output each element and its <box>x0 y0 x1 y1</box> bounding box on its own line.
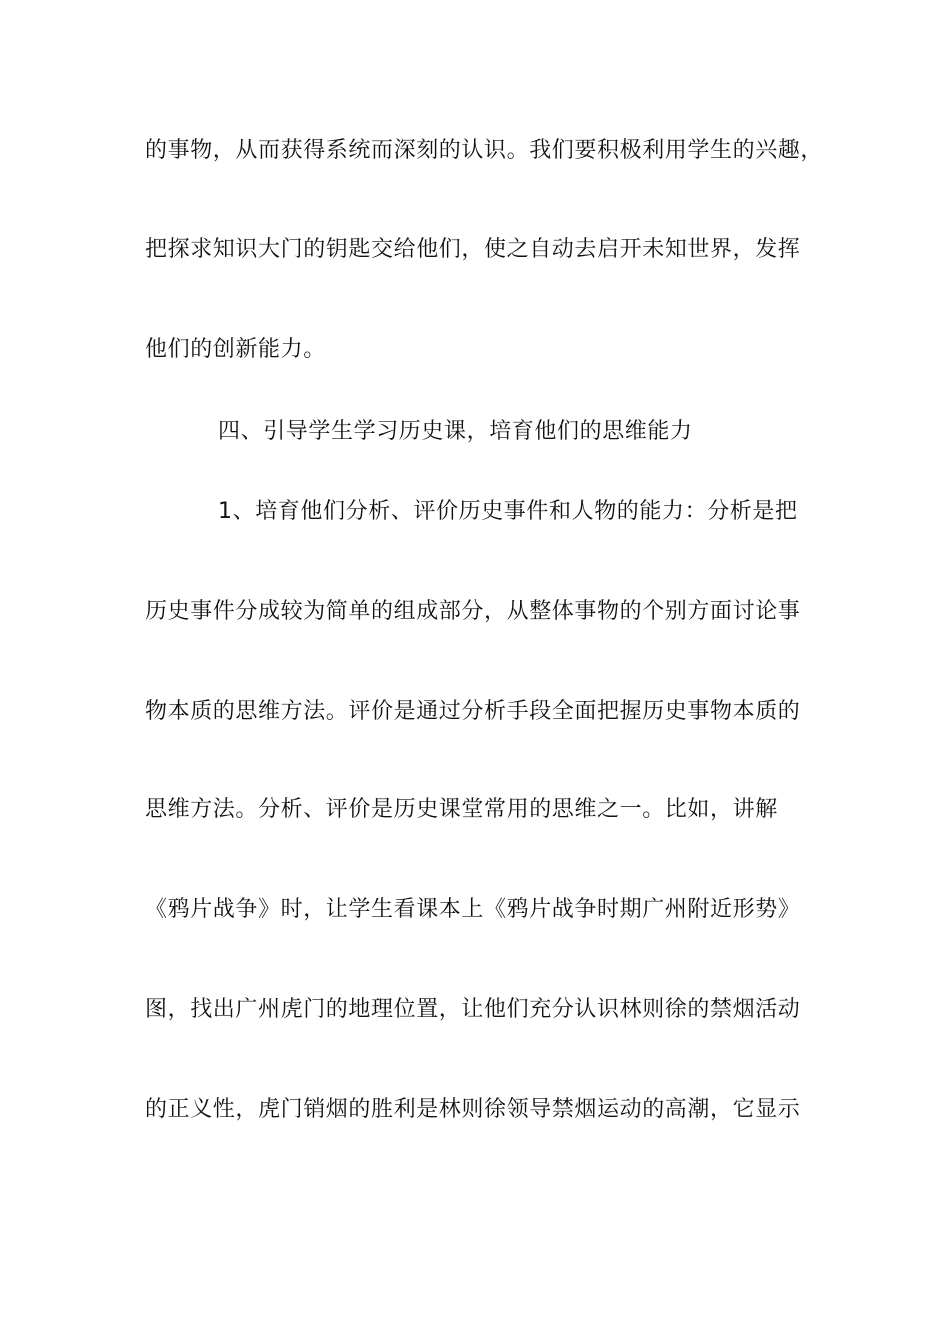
paragraph-line: 1、培育他们分析、评价历史事件和人物的能力：分析是把 <box>218 499 798 524</box>
paragraph-line: 图，找出广州虎门的地理位置，让他们充分认识林则徐的禁烟活动 <box>145 997 801 1022</box>
paragraph-line: 把探求知识大门的钥匙交给他们，使之自动去启开未知世界，发挥 <box>145 237 801 262</box>
paragraph-line: 思维方法。分析、评价是历史课堂常用的思维之一。比如，讲解 <box>145 797 778 822</box>
paragraph-line: 《鸦片战争》时，让学生看课本上《鸦片战争时期广州附近形势》 <box>145 897 801 922</box>
paragraph-line: 的事物，从而获得系统而深刻的认识。我们要积极利用学生的兴趣， <box>145 138 824 163</box>
paragraph-line: 历史事件分成较为简单的组成部分，从整体事物的个别方面讨论事 <box>145 599 801 624</box>
paragraph-line: 的正义性，虎门销烟的胜利是林则徐领导禁烟运动的高潮，它显示 <box>145 1097 801 1122</box>
section-heading: 四、引导学生学习历史课，培育他们的思维能力 <box>218 419 693 444</box>
paragraph-line: 物本质的思维方法。评价是通过分析手段全面把握历史事物本质的 <box>145 699 801 724</box>
paragraph-line: 他们的创新能力。 <box>145 337 326 362</box>
